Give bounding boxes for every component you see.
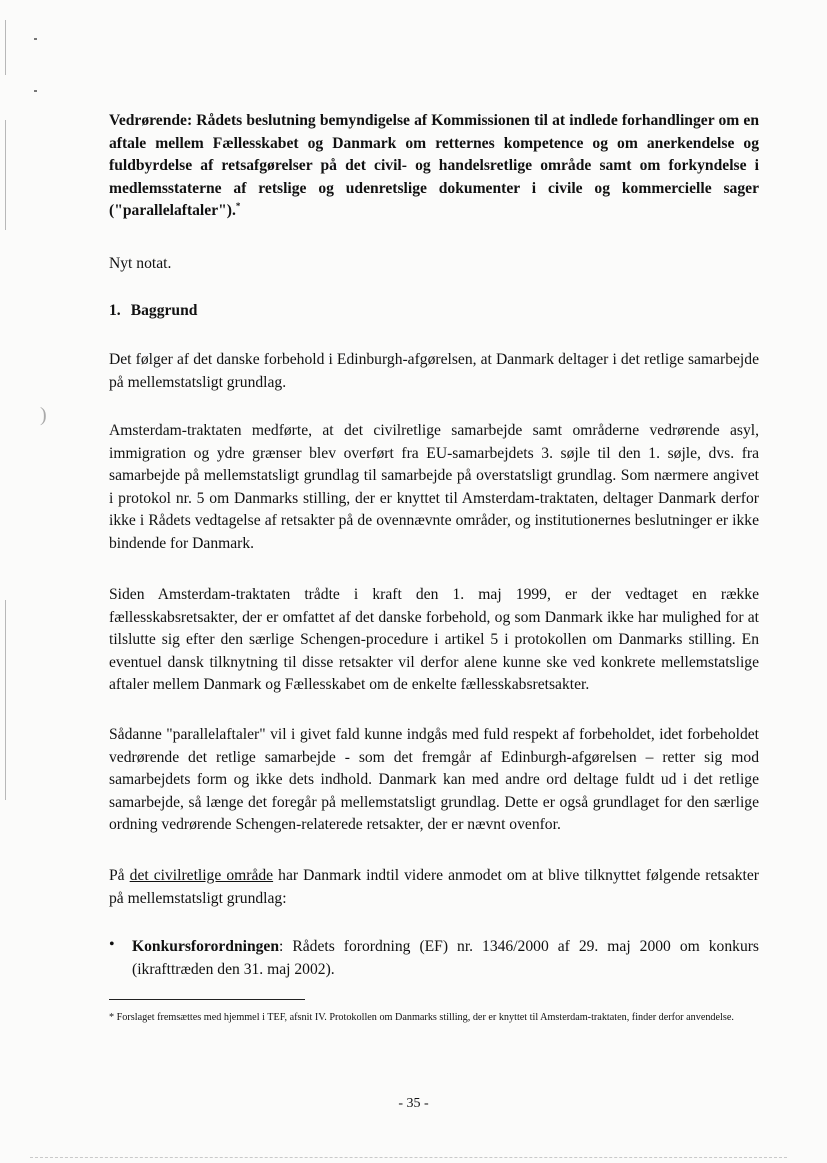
page-number: - 35 - bbox=[398, 1096, 429, 1111]
section-title: Baggrund bbox=[130, 302, 198, 319]
paragraph bbox=[109, 865, 759, 910]
note-label: Nyt notat. bbox=[109, 255, 172, 272]
paragraph-text: På bbox=[109, 867, 125, 884]
bullet-item bbox=[132, 936, 759, 981]
scan-speck bbox=[34, 38, 37, 40]
paragraph: Det følger af det danske forbehold i Edinburgh-afgørelsen, at Danmark deltager i det retlige samarbejde på mellemstatsligt grundlag. bbox=[109, 351, 759, 391]
paragraph: Siden Amsterdam-traktaten trådte i kraft den 1. maj 1999, er der vedtaget en række fællesskabsretsakter, der er omfattet af det danske forbehold, og som Danmark ikke har mulighed for at tilslutte sig efter den særlige Schengen-procedure i artikel 5 i protokollen om Danmarks stilling. En eventuel dansk tilknytning til disse retsakter vil derfor alene kunne ske ved konkrete mellemstatslige aftaler mellem Danmark og Fællesskabet om de enkelte fællesskabsretsakter. bbox=[109, 586, 759, 693]
bullet-item-title: Konkursforordningen bbox=[132, 938, 280, 955]
document-subject bbox=[109, 110, 759, 223]
scan-speck bbox=[34, 90, 37, 92]
paragraph-text: har Danmark indtil videre anmodet om at blive tilknyttet følgende retsakter på mellemstatsligt grundlag: bbox=[109, 867, 759, 907]
scan-margin-line bbox=[5, 20, 6, 75]
bullet-item-text: : Rådets forordning (EF) nr. 1346/2000 af 29. maj 2000 om konkurs (ikrafttræden den 31. maj 2002). bbox=[132, 938, 759, 978]
paragraph: Amsterdam-traktaten medførte, at det civilretlige samarbejde samt områderne vedrørende asyl, immigration og ydre grænser blev overført fra EU-samarbejdets 3. søjle til den 1. søjle, dvs. fra samarbejde på mellemstatsligt grundlag til samarbejde på overstatsligt grundlag. Som nærmere angivet i protokol nr. 5 om Danmarks stilling, der er knyttet til Amsterdam-traktaten, deltager Danmark derfor ikke i Rådets vedtagelse af retsakter på de ovennævnte områder, og institutionernes beslutninger er ikke bindende for Danmark. bbox=[109, 422, 759, 552]
footnote-marker: * bbox=[235, 200, 241, 211]
footnote-divider bbox=[109, 999, 305, 1000]
scan-margin-line bbox=[5, 120, 6, 230]
paragraph: Sådanne "parallelaftaler" vil i givet fald kunne indgås med fuld respekt af forbeholdet, idet forbeholdet vedrørende det retlige samarbejde - som det fremgår af Edinburgh-afgørelsen – retter sig mod samarbejdets form og ikke dets indhold. Danmark kan med andre ord deltage fuldt ud i det retlige samarbejde, så længe det foregår på mellemstatsligt grundlag. Dette er også grundlaget for den særlige ordning vedrørende Schengen-relaterede retsakter, der er nævnt ovenfor. bbox=[109, 726, 759, 833]
underlined-text: det civilretlige område bbox=[129, 867, 274, 884]
bullet-icon: • bbox=[109, 936, 115, 953]
footnote: * Forslaget fremsættes med hjemmel i TEF, afsnit IV. Protokollen om Danmarks stilling, der er knyttet til Amsterdam-traktaten, finder derfor anvendelse. bbox=[109, 1012, 734, 1023]
scan-margin-line bbox=[5, 600, 6, 800]
subject-text: Vedrørende: Rådets beslutning bemyndigelse af Kommissionen til at indlede forhandlinger om en aftale mellem Fællesskabet og Danmark om retternes kompetence og om anerkendelse og fuldbyrdelse af retsafgørelser på det civil- og handelsretlige område samt om forkyndelse i medlemsstaterne af retslige og udenretslige dokumenter i civile og kommercielle sager ("parallelaftaler"). bbox=[109, 112, 759, 219]
scan-bottom-edge bbox=[30, 1157, 787, 1158]
scan-artifact-parenthesis: ) bbox=[40, 404, 47, 426]
section-number: 1. bbox=[109, 302, 121, 319]
section-heading bbox=[109, 300, 759, 323]
